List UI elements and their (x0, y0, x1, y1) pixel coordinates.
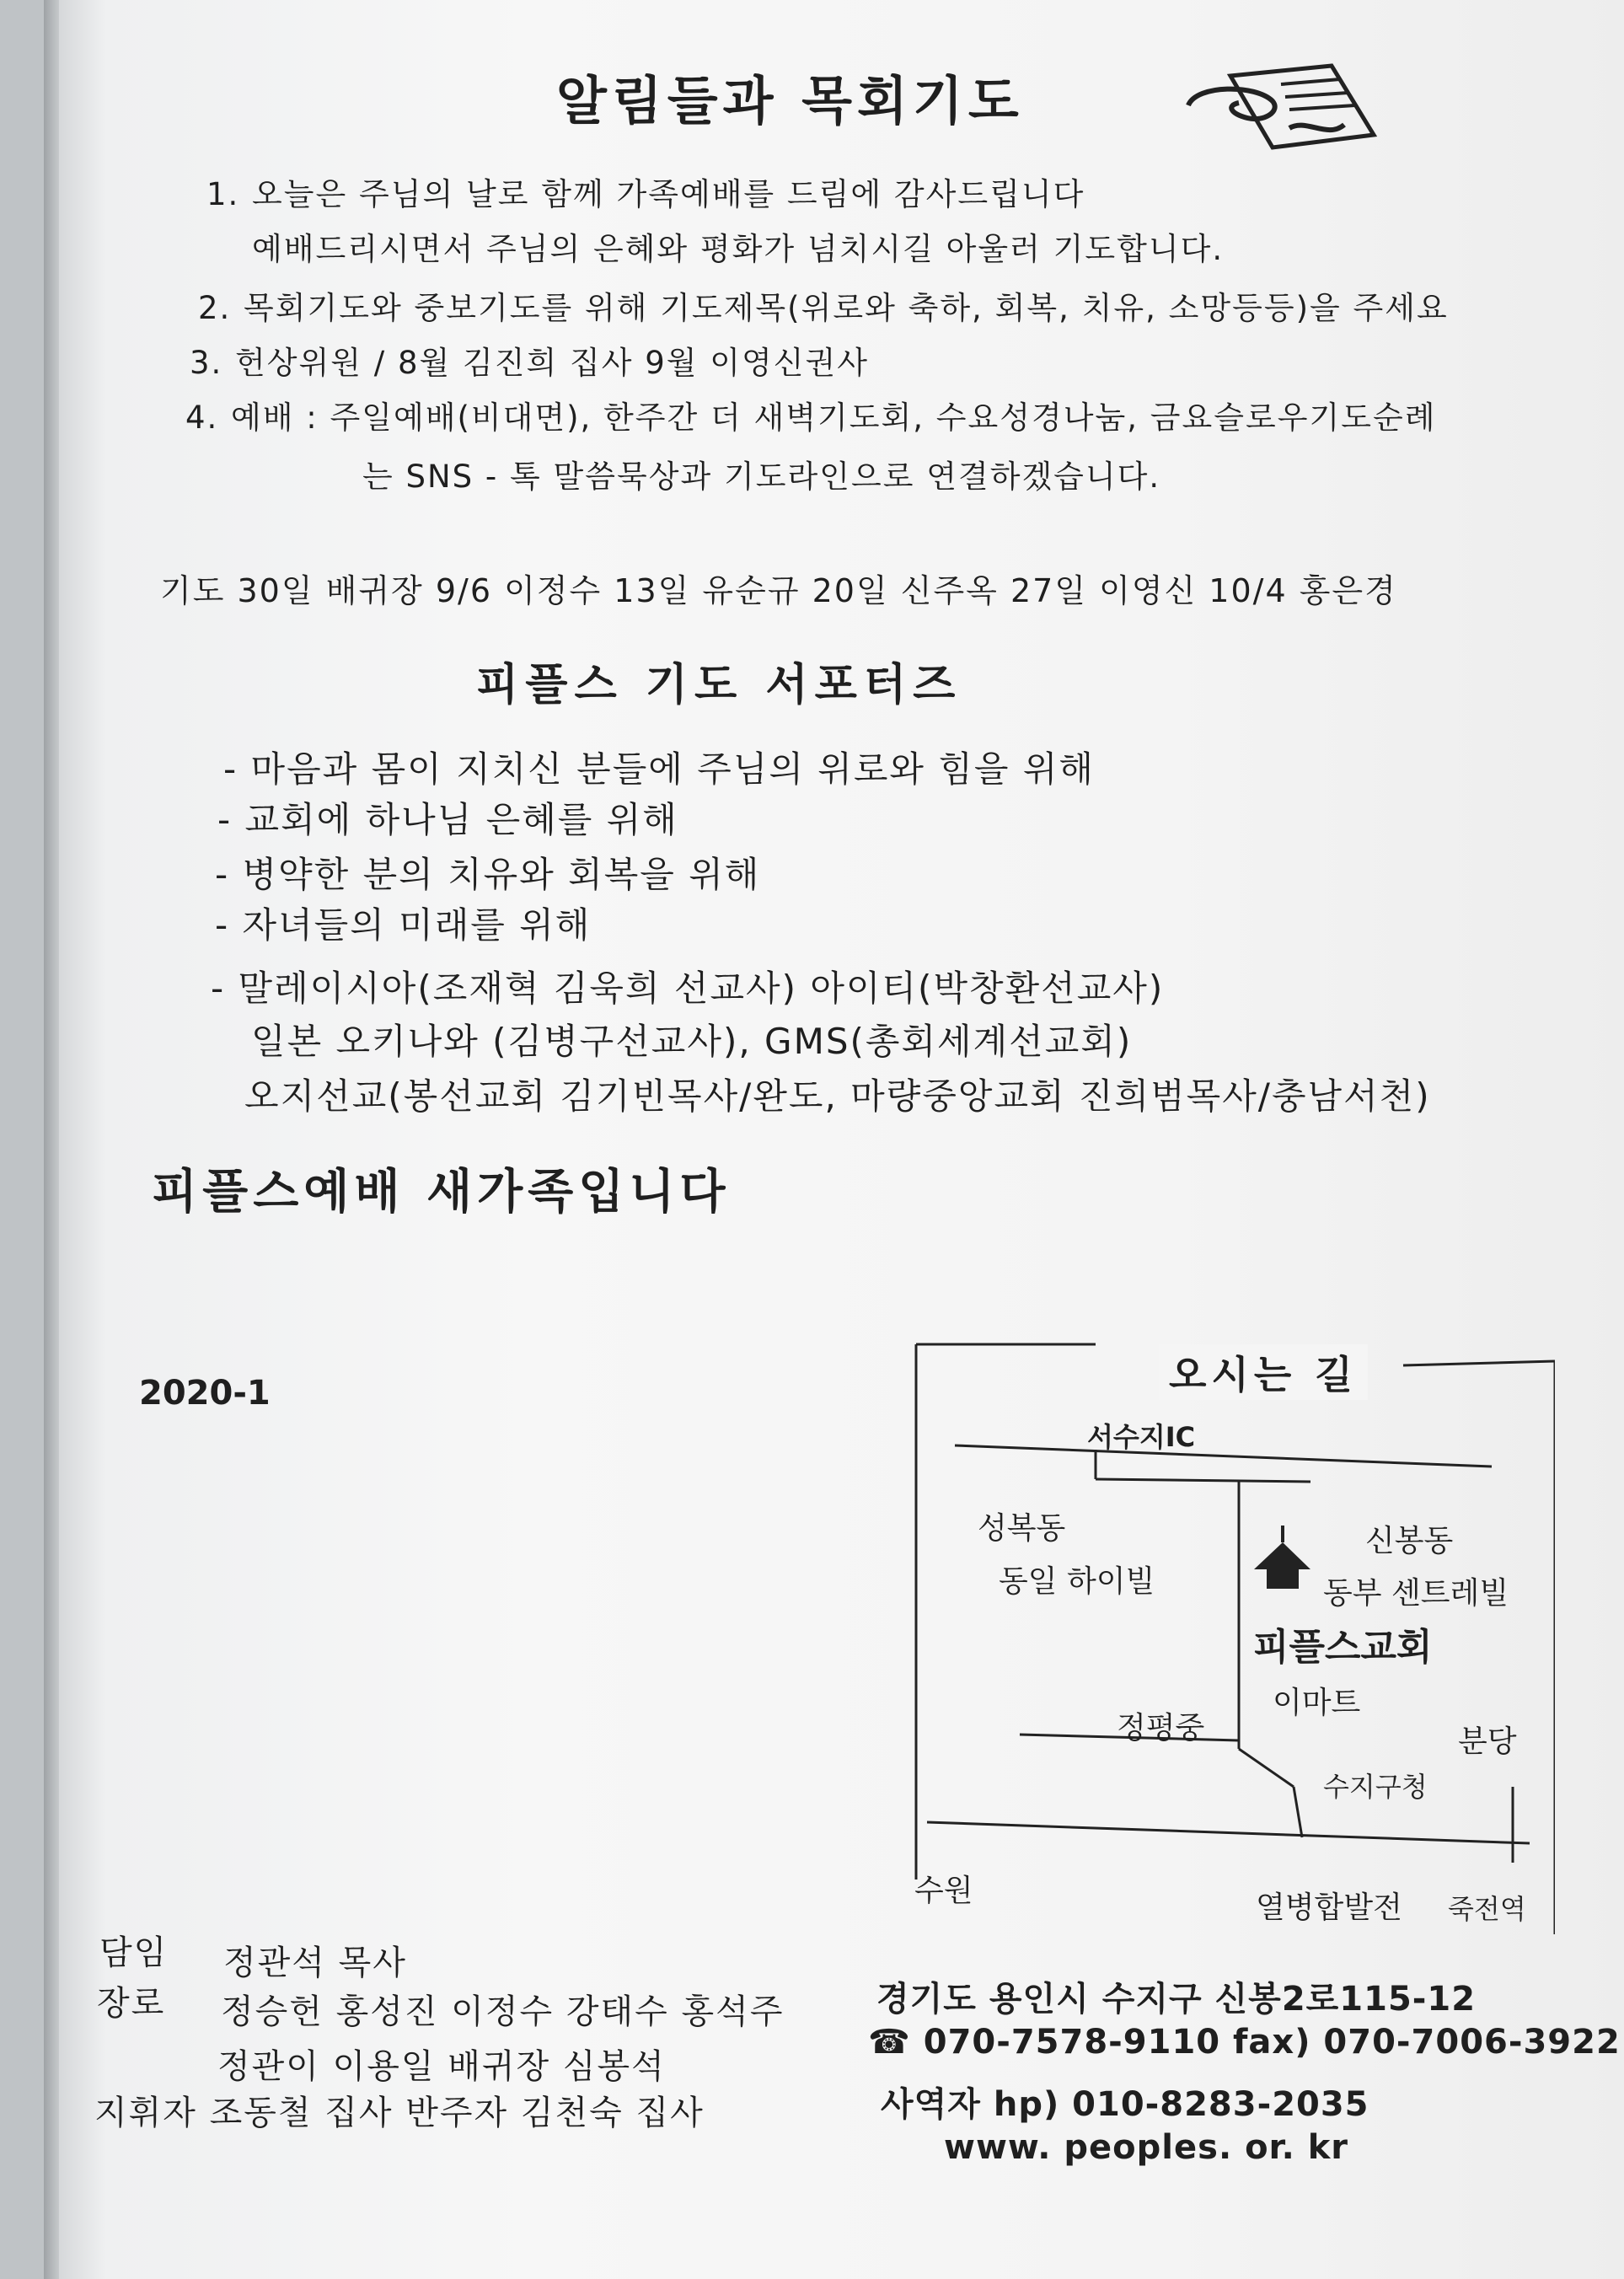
elders-line: 정관이 이용일 배귀장 심봉석 (217, 2047, 666, 2086)
map-label-jeongpyeong: 정평중 (1117, 1711, 1205, 1745)
supporter-item: - 병약한 분의 치유와 회복을 위해 (215, 854, 761, 895)
map-label-dongbu: 동부 센트레빌 (1323, 1576, 1509, 1611)
map-label-ic: 서수지IC (1087, 1421, 1196, 1453)
paper-clip-icon (1180, 59, 1382, 152)
edition-label: 2020-1 (139, 1374, 271, 1413)
map-label-church: 피플스교회 (1253, 1626, 1433, 1669)
supporter-item: - 마음과 몸이 지치신 분들에 주님의 위로와 힘을 위해 (223, 748, 1095, 790)
supporter-item: - 말레이시아(조재혁 김욱희 선교사) 아이티(박창환선교사) (211, 968, 1165, 1009)
music-staff: 지휘자 조동철 집사 반주자 김천숙 집사 (94, 2094, 705, 2132)
map-label-bundang: 분당 (1458, 1724, 1517, 1759)
notice-line: 예배드리시면서 주님의 은혜와 평화가 넘치시길 아울러 기도합니다. (252, 231, 1225, 267)
map-label-suji-office: 수지구청 (1323, 1771, 1428, 1803)
map-label-dongil: 동일 하이빌 (999, 1564, 1155, 1599)
prayer-schedule: 기도 30일 배귀장 9/6 이정수 13일 유순규 20일 신주옥 27일 이영신 10/4 홍은경 (160, 572, 1397, 609)
notice-line: 3. 헌상위원 / 8월 김진희 집사 9월 이영신권사 (190, 345, 869, 381)
supporters-title: 피플스 기도 서포터즈 (476, 660, 962, 711)
church-icon (1254, 1526, 1310, 1589)
supporter-item: - 교회에 하나님 은혜를 위해 (217, 799, 678, 840)
map-label-sinbong: 신봉동 (1365, 1524, 1454, 1558)
notice-line: 는 SNS - 톡 말씀묵상과 기도라인으로 연결하겠습니다. (362, 458, 1161, 495)
website-link[interactable]: www. peoples. or. kr (944, 2128, 1349, 2167)
notice-line: 1. 오늘은 주님의 날로 함께 가족예배를 드림에 감사드립니다 (206, 176, 1085, 212)
minister-mobile: 사역자 hp) 010-8283-2035 (881, 2085, 1369, 2124)
supporter-item: 일본 오키나와 (김병구선교사), GMS(총회세계선교회) (251, 1021, 1133, 1062)
supporter-item: 오지선교(봉선교회 김기빈목사/완도, 마량중앙교회 진희범목사/충남서천) (244, 1075, 1431, 1117)
pastor-name: 정관석 목사 (223, 1944, 407, 1982)
page-title: 알림들과 목회기도 (556, 70, 1024, 131)
map-title: 오시는 길 (1159, 1344, 1368, 1400)
church-address: 경기도 용인시 수지구 신봉2로115-12 (876, 1980, 1477, 2019)
map-label-suwon: 수원 (914, 1874, 973, 1908)
new-family-heading: 피플스예배 새가족입니다 (152, 1165, 731, 1220)
map-label-yeolbyeong: 열병합발전 (1256, 1890, 1402, 1925)
notice-line: 4. 예배 : 주일예배(비대면), 한주간 더 새벽기도회, 수요성경나눔, 금요슬로우기도순례 (185, 399, 1437, 436)
map-label-seongbok: 성복동 (978, 1511, 1066, 1546)
church-phone: ☎ 070-7578-9110 fax) 070-7006-3922 (868, 2023, 1621, 2062)
elders-line: 정승헌 홍성진 이정수 강태수 홍석주 (221, 1992, 785, 2031)
elder-role: 장로 (97, 1984, 166, 2023)
map-label-emart: 이마트 (1273, 1686, 1361, 1720)
map-label-jukjeon: 죽전역 (1448, 1893, 1526, 1925)
notice-line: 2. 목회기도와 중보기도를 위해 기도제목(위로와 축하, 회복, 치유, 소망등등)을 주세요 (198, 290, 1449, 326)
directions-map (914, 1340, 1555, 1938)
pastor-role: 담임 (99, 1933, 169, 1972)
supporter-item: - 자녀들의 미래를 위해 (215, 904, 592, 946)
